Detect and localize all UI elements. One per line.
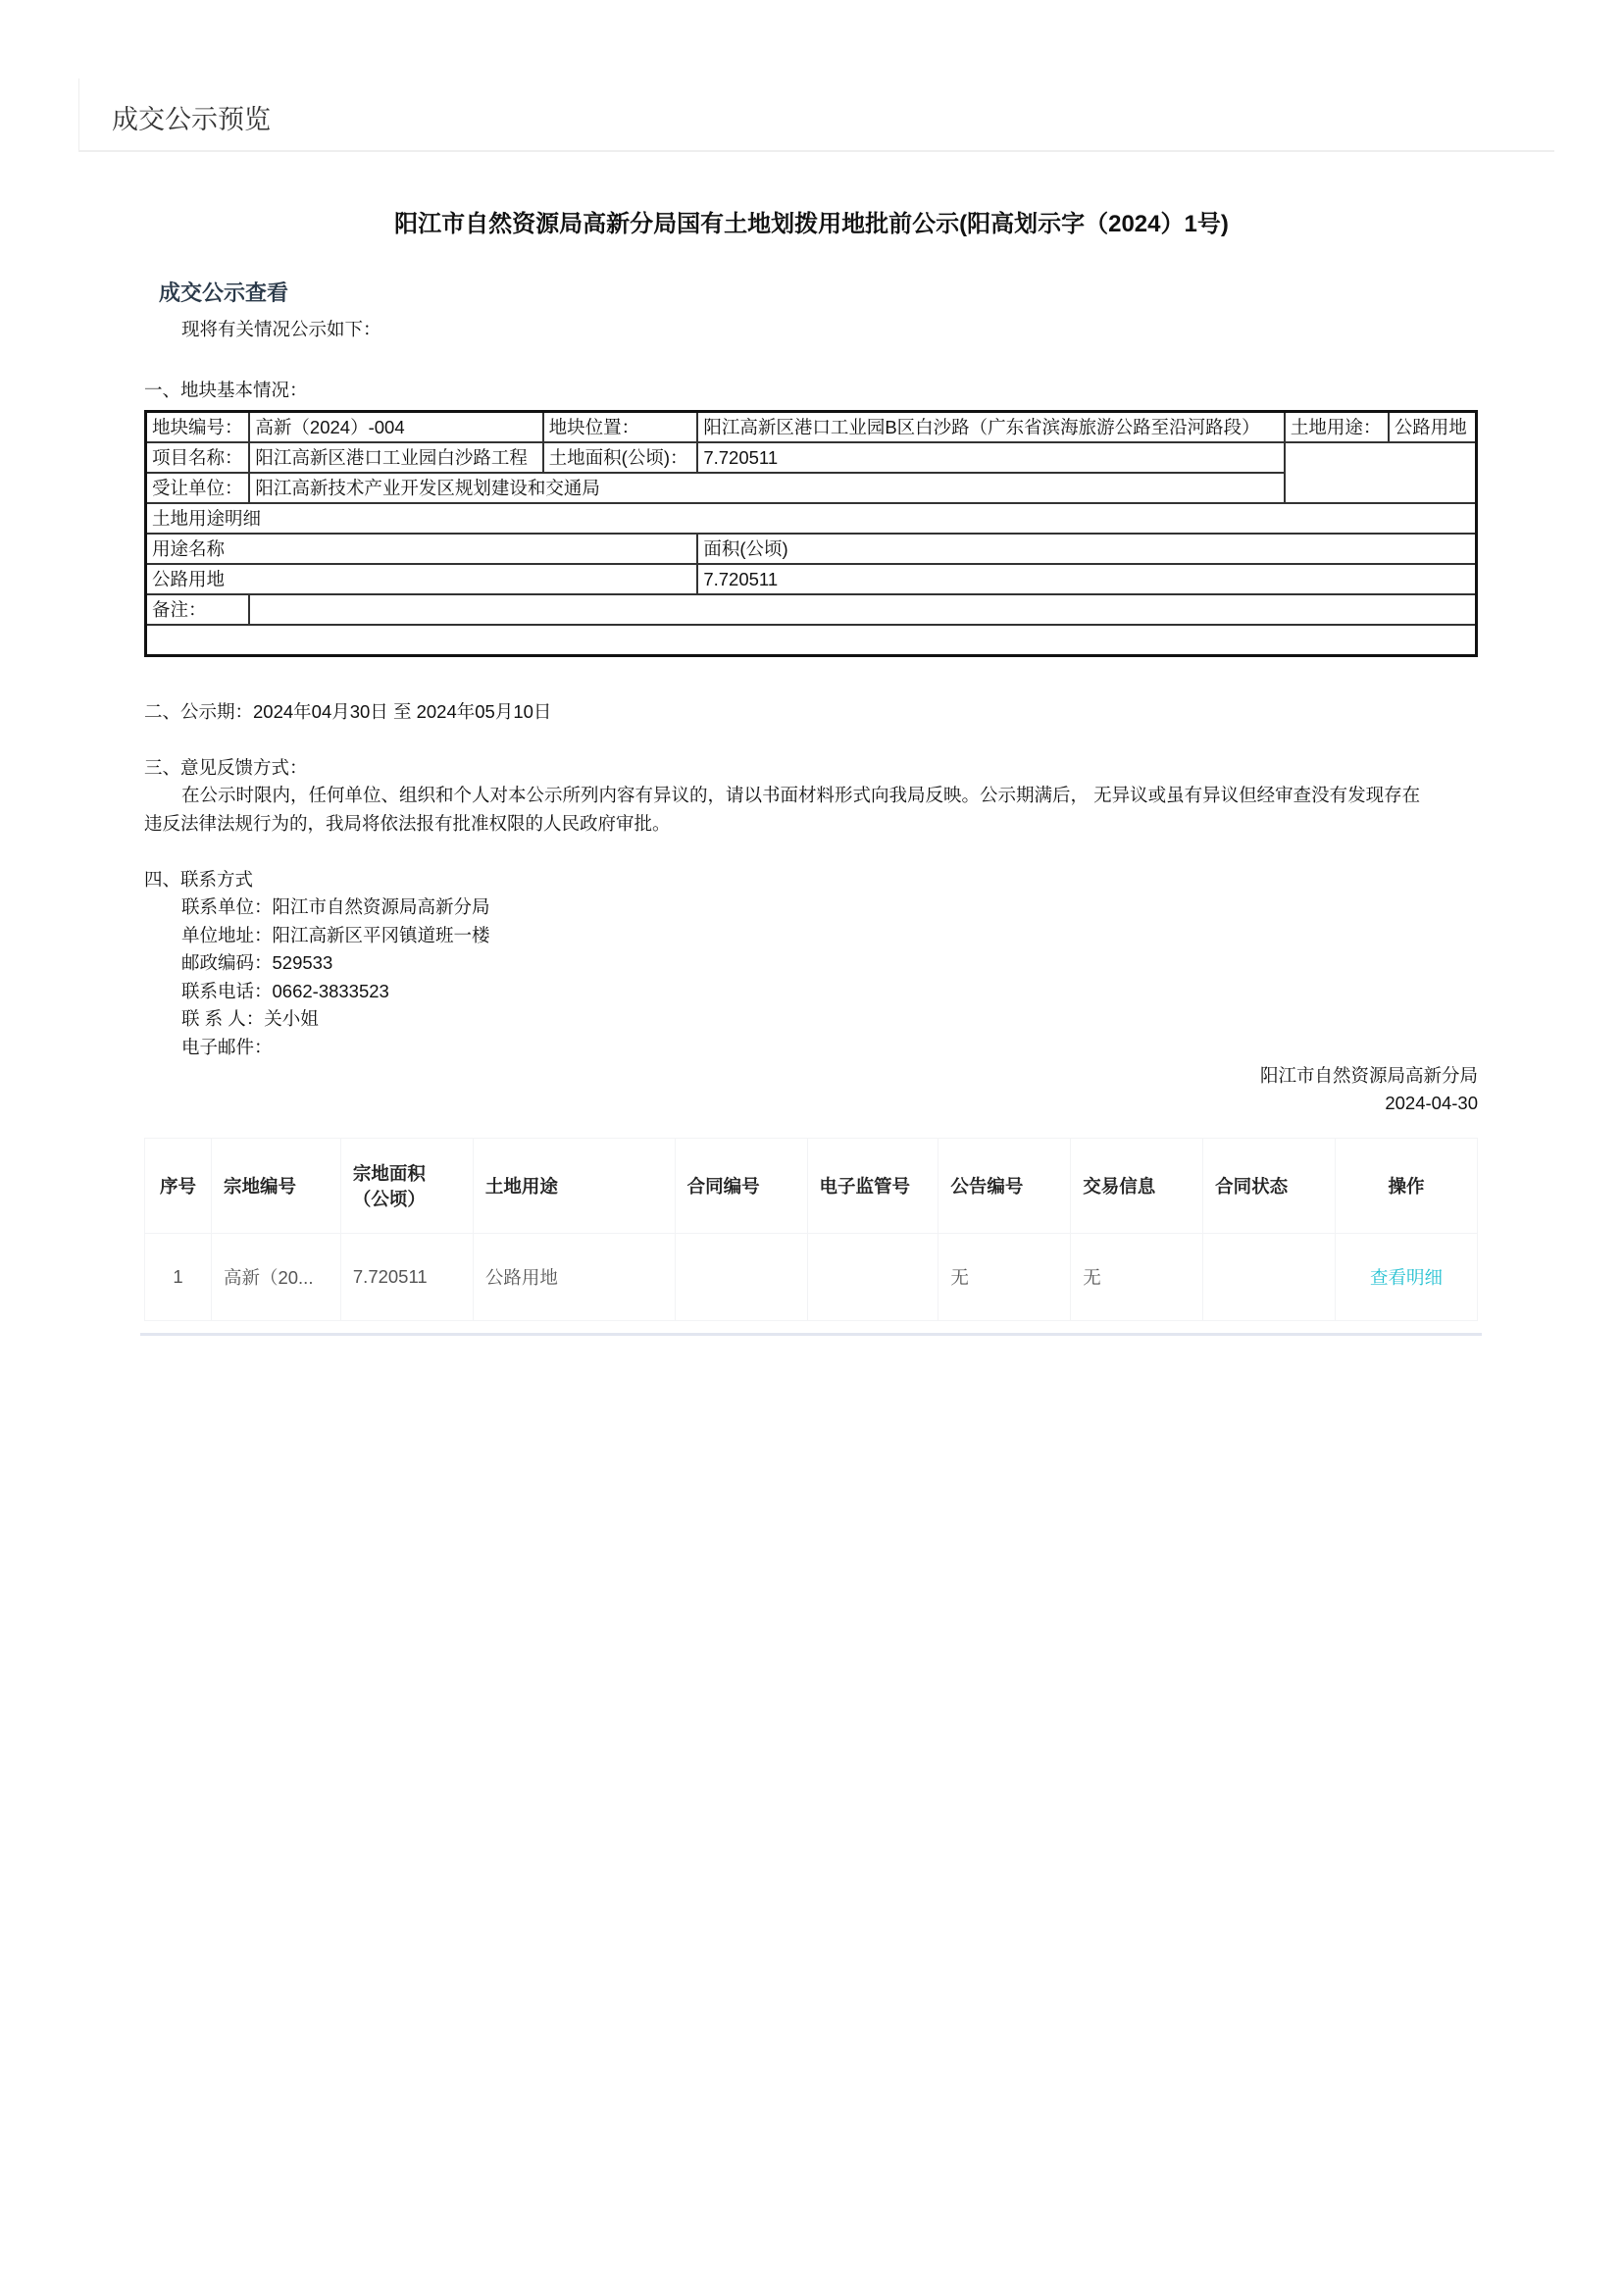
- col-trade-info: 交易信息: [1071, 1139, 1203, 1234]
- table-row: [146, 503, 1477, 534]
- area-value: 7.720511: [697, 442, 1284, 473]
- section3-line1: 在公示时限内，任何单位、组织和个人对本公示所列内容有异议的，请以书面材料形式向我局反映。公示期满后， 无异议或虽有异议但经审查没有发现存在: [181, 785, 1421, 805]
- cell-area: 7.720511: [340, 1234, 473, 1321]
- cell-supervision-no: [807, 1234, 938, 1321]
- detail-heading: 土地用途明细: [146, 503, 1477, 534]
- subheading: 成交公示查看: [159, 281, 289, 305]
- area-label: 土地面积(公顷)：: [543, 442, 698, 473]
- col-contract-status: 合同状态: [1203, 1139, 1336, 1234]
- cell-contract-no: [675, 1234, 807, 1321]
- contact-postcode: 邮政编码：529533: [181, 952, 333, 973]
- plot-no-label: 地块编号：: [146, 412, 250, 443]
- document-title: 阳江市自然资源局高新分局国有土地划拨用地批前公示(阳高划示字（2024）1号): [394, 211, 1229, 237]
- table-row: [146, 564, 1477, 594]
- col-area-line2: （公顷）: [352, 1189, 426, 1209]
- col-area-line1: 宗地面积: [352, 1163, 426, 1184]
- remark-value: [249, 594, 1476, 625]
- col-contract-no: 合同编号: [675, 1139, 807, 1234]
- detail-col-name: 用途名称: [146, 534, 698, 564]
- cell-notice-no: 无: [938, 1234, 1071, 1321]
- section2-period: 二、公示期：2024年04月30日 至 2024年05月10日: [144, 701, 552, 722]
- table-row: [146, 594, 1477, 625]
- empty-cell: [1285, 442, 1477, 503]
- view-detail-link[interactable]: 查看明细: [1370, 1267, 1444, 1288]
- col-action: 操作: [1336, 1139, 1478, 1234]
- header-title: 成交公示预览: [112, 105, 271, 134]
- contact-address: 单位地址：阳江高新区平冈镇道班一楼: [181, 925, 490, 945]
- cell-action: [1336, 1234, 1478, 1321]
- contact-phone: 联系电话：0662-3833523: [181, 981, 389, 1001]
- cell-index: 1: [145, 1234, 212, 1321]
- detail-use-area: 7.720511: [697, 564, 1476, 594]
- cell-contract-status: [1203, 1234, 1336, 1321]
- table-row: [146, 473, 1477, 503]
- contact-unit: 联系单位：阳江市自然资源局高新分局: [181, 896, 490, 917]
- section3-line2: 违反法律法规行为的，我局将依法报有批准权限的人民政府审批。: [144, 813, 671, 834]
- table-row: [146, 534, 1477, 564]
- land-use-value: 公路用地: [1389, 412, 1477, 443]
- table-row: [145, 1234, 1478, 1321]
- cell-trade-info: 无: [1071, 1234, 1203, 1321]
- project-value: 阳江高新区港口工业园白沙路工程: [249, 442, 542, 473]
- col-land-use: 土地用途: [473, 1139, 675, 1234]
- table-row: [146, 412, 1477, 443]
- location-value: 阳江高新区港口工业园B区白沙路（广东省滨海旅游公路至沿河路段）: [697, 412, 1284, 443]
- detail-use-name: 公路用地: [146, 564, 698, 594]
- col-area: [340, 1139, 473, 1234]
- grantee-label: 受让单位：: [146, 473, 250, 503]
- table-header-row: [145, 1139, 1478, 1234]
- intro-text: 现将有关情况公示如下：: [181, 319, 381, 339]
- page-header: [78, 78, 1554, 152]
- transaction-table: [144, 1138, 1478, 1321]
- remark-label: 备注：: [146, 594, 250, 625]
- signature-date: 2024-04-30: [1385, 1093, 1478, 1113]
- land-use-label: 土地用途：: [1285, 412, 1389, 443]
- col-supervision-no: 电子监管号: [807, 1139, 938, 1234]
- cell-plot-no: 高新（20...: [211, 1234, 340, 1321]
- cell-land-use: 公路用地: [473, 1234, 675, 1321]
- land-info-table: [144, 410, 1478, 657]
- col-index: 序号: [145, 1139, 212, 1234]
- empty-row: [146, 625, 1477, 656]
- plot-no-value: 高新（2024）-004: [249, 412, 542, 443]
- table-row: [146, 625, 1477, 656]
- location-label: 地块位置：: [543, 412, 698, 443]
- section1-label: 一、地块基本情况：: [144, 380, 308, 400]
- contact-email: 电子邮件：: [181, 1037, 273, 1057]
- table-row: [146, 442, 1477, 473]
- table-bottom-divider: [140, 1333, 1482, 1336]
- contact-person: 联 系 人：关小姐: [181, 1008, 319, 1029]
- project-label: 项目名称：: [146, 442, 250, 473]
- col-notice-no: 公告编号: [938, 1139, 1071, 1234]
- detail-col-area: 面积(公顷): [697, 534, 1476, 564]
- col-plot-no: 宗地编号: [211, 1139, 340, 1234]
- section3-label: 三、意见反馈方式：: [144, 757, 308, 778]
- signature-org: 阳江市自然资源局高新分局: [1259, 1065, 1478, 1086]
- section4-label: 四、联系方式: [144, 869, 254, 890]
- grantee-value: 阳江高新技术产业开发区规划建设和交通局: [249, 473, 1284, 503]
